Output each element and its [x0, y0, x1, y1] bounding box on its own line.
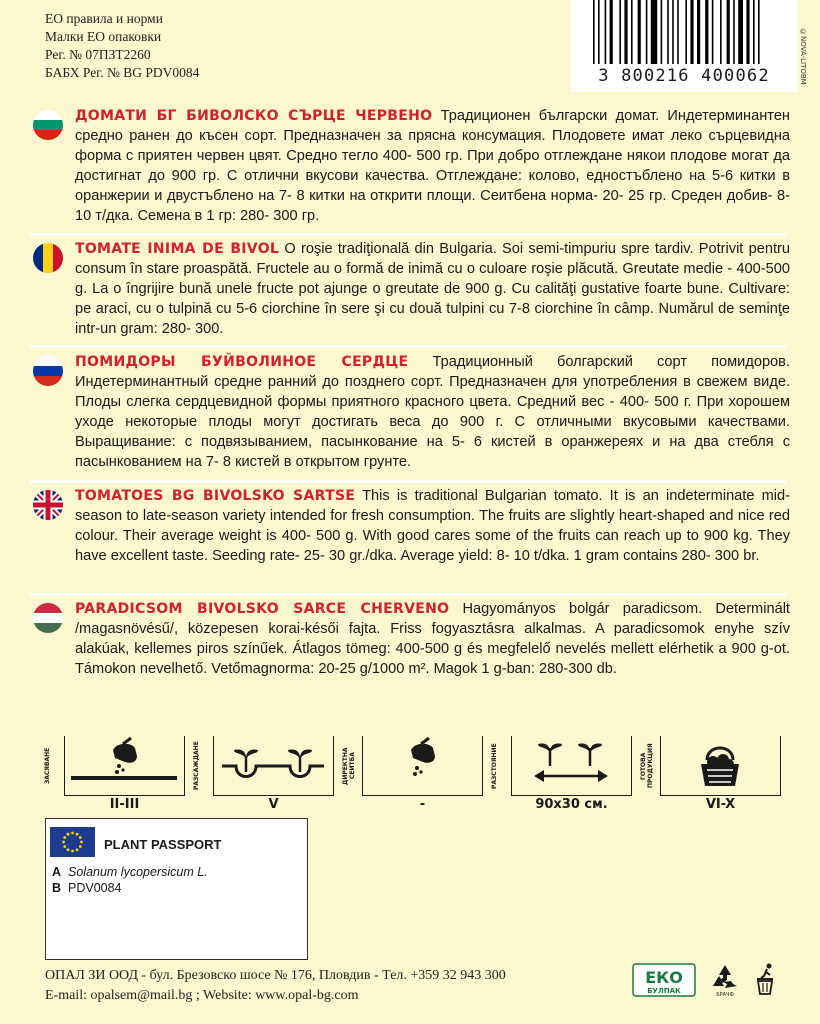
- section-title: TOMATE INIMA DE BIVOL: [75, 241, 280, 257]
- sowing-period: [44, 736, 185, 822]
- section-text: This is traditional Bulgarian tomato. It is an indeterminate mid-season to late-season variety intended for fresh consumption. The fruits are slightly heart-shaped and nice red colour. Their average weight is 400- 500 g. With good cares some of the fruits can reach up to 900 kg. They have excellent taste. Seeding rate- 25- 30 gr./dka. Average yield: 8- 10 t/dka. 1 gram contains 280- 300 br.: [75, 488, 791, 564]
- transplanting-label: РАЗСАЖДАНЕ: [193, 741, 200, 791]
- company-footer: [45, 966, 506, 1006]
- divider: [30, 593, 786, 596]
- direct-sowing-icon: [362, 736, 483, 796]
- eko-text: ЕКО: [645, 968, 683, 987]
- recycle-text: БРАЧФ: [716, 992, 734, 998]
- plant-passport: [45, 818, 308, 960]
- reg-line-1: ЕО правила и норми: [45, 11, 163, 26]
- passport-key: A: [52, 865, 62, 879]
- romania-flag-icon: [33, 243, 63, 273]
- transplanting-value: V: [268, 797, 279, 812]
- bulpak-text: БУЛПАК: [647, 987, 681, 995]
- spacing: [491, 736, 632, 822]
- harvest-basket-icon: [660, 736, 781, 796]
- uk-flag-icon: [33, 490, 63, 520]
- section-title: PARADICSOM BIVOLSKO SARCE CHERVENO: [75, 601, 450, 617]
- section-title: TOMATOES BG BIVOLSKO SARTSE: [75, 488, 356, 504]
- harvest-label: ГОТОВА ПРОДУКЦИЯ: [640, 743, 654, 789]
- section-title: ПОМИДОРЫ БУЙВОЛИНОЕ СЕРДЦЕ: [75, 354, 409, 370]
- spacing-label: РАЗСТОЯНИЕ: [491, 743, 498, 789]
- ekobulpak-logo: [632, 963, 696, 997]
- russia-flag-icon: [33, 356, 63, 386]
- barcode: [571, 0, 797, 92]
- harvest-period: [640, 736, 781, 822]
- sowing-label: ЗАСЯВАНЕ: [44, 747, 51, 785]
- divider: [30, 345, 786, 348]
- reg-line-2: Малки ЕО опаковки: [45, 29, 162, 44]
- section-text: Традиционный болгарский сорт помидоров. Индетерминантный средне ранний до позднего сорт. Предназначен для употребления в свежем виде. Плоды слегка сердцевидной формы приятного красного цвета. Средний вес - 400- 500 г. При хорошем уходе некоторые плоды могут достигать веса до 900 г. С отличными вкусовыми качествами. Выращивание: с подвязыванием, пасынкование на 5- 6 кистей в оранжереях и на два стебля с пасынкованием на 7- 8 кистей в открытом грунте.: [75, 354, 790, 470]
- direct-sowing-value: -: [419, 797, 426, 812]
- section-romanian: [30, 239, 790, 339]
- direct-sowing-period: [342, 736, 483, 822]
- spacing-value: 90x30 см.: [535, 797, 608, 812]
- passport-row-b: [52, 881, 122, 895]
- section-text: Hagyományos bolgár paradicsom. Determinált /magasnövésű/, közepesen korai-késői fajta. Friss fogyasztásra alkalmas. A paradicsomok enyhe szív alakúak, kellemes piros színűek. Átlagos tömeg: 400-500 g és megfelelő nevelés mellett elérhetik a 900 g-ot. Támokon nevelhető. Vetőmagnorma: 20-25 g/1000 m². Magok 1 g-ban: 280-300 db.: [75, 601, 790, 677]
- passport-row-a: [52, 865, 208, 879]
- section-hungarian: [30, 599, 790, 679]
- designer-credit: ©NOVA-LITOBM: [799, 28, 807, 85]
- reg-line-4: БАБХ Рег. № BG PDV0084: [45, 65, 200, 80]
- sowing-icon: [64, 736, 185, 796]
- bulgaria-flag-icon: [33, 110, 63, 140]
- passport-key: B: [52, 881, 62, 895]
- company-contacts: E-mail: opalsem@mail.bg ; Website: www.opal-bg.com: [45, 988, 359, 1003]
- section-english: [30, 486, 790, 566]
- transplant-icon: [213, 736, 334, 796]
- section-bulgarian: [30, 106, 790, 226]
- barcode-number: 3 800216 400062: [598, 66, 770, 86]
- spacing-icon: [511, 736, 632, 796]
- passport-title: PLANT PASSPORT: [104, 837, 222, 852]
- registration-block: [45, 10, 199, 82]
- harvest-value: VI-X: [705, 797, 736, 812]
- section-text: Традиционен български домат. Индетерминантен средно ранен до късен сорт. Предназначен за прясна консумация. Плодовете имат леко сърцевидна форма с приятен червен цвят. Средно тегло 400- 500 гр. При добро отглеждане някои плодове могат да достигнат до 900 гр. С отлични вкусови качества. Отглеждане: колово, едностъблено на 5-6 китки в оранжерии и двустъблено на 7- 8 китки на открити площи. Сеитбена норма- 20- 25 гр. Среден добив- 8- 10 т/дка. Семена в 1 гр: 280- 300 гр.: [75, 108, 790, 224]
- registration-code: PDV0084: [68, 881, 122, 895]
- sowing-value: II-III: [109, 797, 140, 812]
- divider: [30, 480, 786, 483]
- divider: [30, 233, 786, 236]
- transplanting-period: [193, 736, 334, 822]
- section-russian: [30, 352, 790, 472]
- hungary-flag-icon: [33, 603, 63, 633]
- reg-line-3: Рег. № 07ПЗТ2260: [45, 47, 151, 62]
- section-text: O roşie tradiţională din Bulgaria. Soi semi-timpuriu spre tardiv. Potrivit pentru consum în stare proaspătă. Fructele au o formă de inimă cu o culoare roşie plăcută. Greutate medie - 400-500 g. La o îngrijire bună unele fructe pot ajunge o greutate de 900 g. Cu calităţi gustative foarte bune. Cultivare: pe araci, cu o tulpină cu 5-6 ciorchine în sere şi cu două tulpini cu 7-8 ciorchine în câmp. Numărul de seminţe intr-un gram: 280- 300.: [75, 241, 790, 337]
- barcode-bars: [589, 0, 781, 64]
- direct-sowing-label: ДИРЕКТНА СЕИТБА: [342, 747, 356, 785]
- section-title: ДОМАТИ БГ БИВОЛСКО СЪРЦЕ ЧЕРВЕНО: [75, 108, 433, 124]
- eu-flag-icon: [50, 827, 95, 857]
- botanical-name: Solanum lycopersicum L.: [68, 865, 208, 879]
- recycle-icon: [709, 962, 741, 998]
- waste-bin-icon: [753, 962, 779, 996]
- company-address: ОПАЛ ЗИ ООД - бул. Брезовско шосе № 176, Пловдив - Тел. +359 32 943 300: [45, 968, 506, 983]
